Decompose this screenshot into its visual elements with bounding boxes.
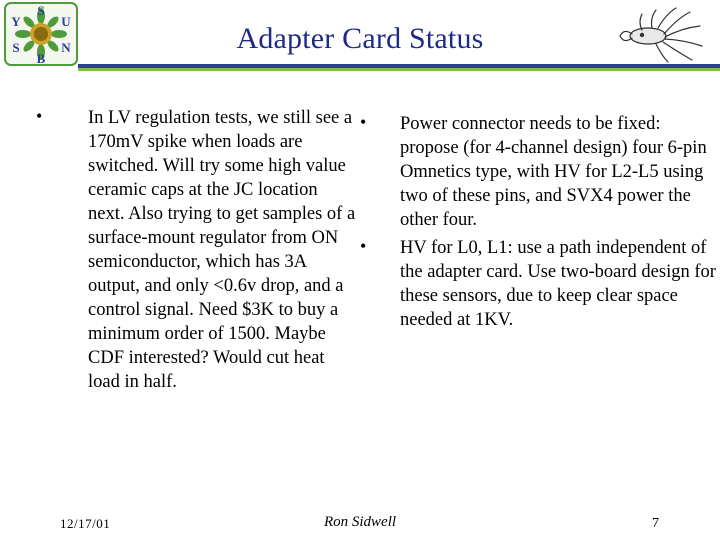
logo-letter: Y xyxy=(11,14,21,29)
logo-letter: B xyxy=(36,51,46,66)
bullet-item xyxy=(354,236,716,332)
bullet-item xyxy=(36,106,356,394)
footer-author: Ron Sidwell xyxy=(323,514,397,530)
right-column xyxy=(354,112,716,336)
bullet-item xyxy=(354,112,716,232)
footer-date: 12/17/01 xyxy=(60,516,111,531)
bullet-text: In LV regulation tests, we still see a 170mV spike when loads are switched. Will try some high value ceramic caps at the JC location next. Also trying to get samples of a surface-mount regulator from ON semiconductor, which has 3A output, and only <0.6v drop, and a control signal. Need $3K to buy a minimum order of 1500. Maybe CDF interested? Would cut heat load in half. xyxy=(88,108,356,392)
header-rule-green xyxy=(78,68,720,71)
bullet-dot: • xyxy=(360,112,367,132)
bullet-dot: • xyxy=(360,236,367,256)
bullet-dot: • xyxy=(36,106,43,126)
slide-title: Adapter Card Status xyxy=(236,22,484,55)
logo-letter: S xyxy=(12,40,20,55)
bullet-text: Power connector needs to be fixed: propose (for 4-channel design) four 6-pin Omnetics type, with HV for L2-L5 using two of these pins, and SVX4 power the other four. xyxy=(400,114,707,230)
squid-sketch-icon xyxy=(612,6,708,64)
logo-letter: N xyxy=(61,40,71,55)
left-column xyxy=(36,106,356,404)
bullet-text: HV for L0, L1: use a path independent of the adapter card. Use two-board design for these sensors, due to keep clear space needed at 1KV. xyxy=(400,238,716,330)
logo-letter: U xyxy=(61,14,71,29)
page-number: 7 xyxy=(652,516,659,531)
logo-letter: S xyxy=(37,3,45,18)
